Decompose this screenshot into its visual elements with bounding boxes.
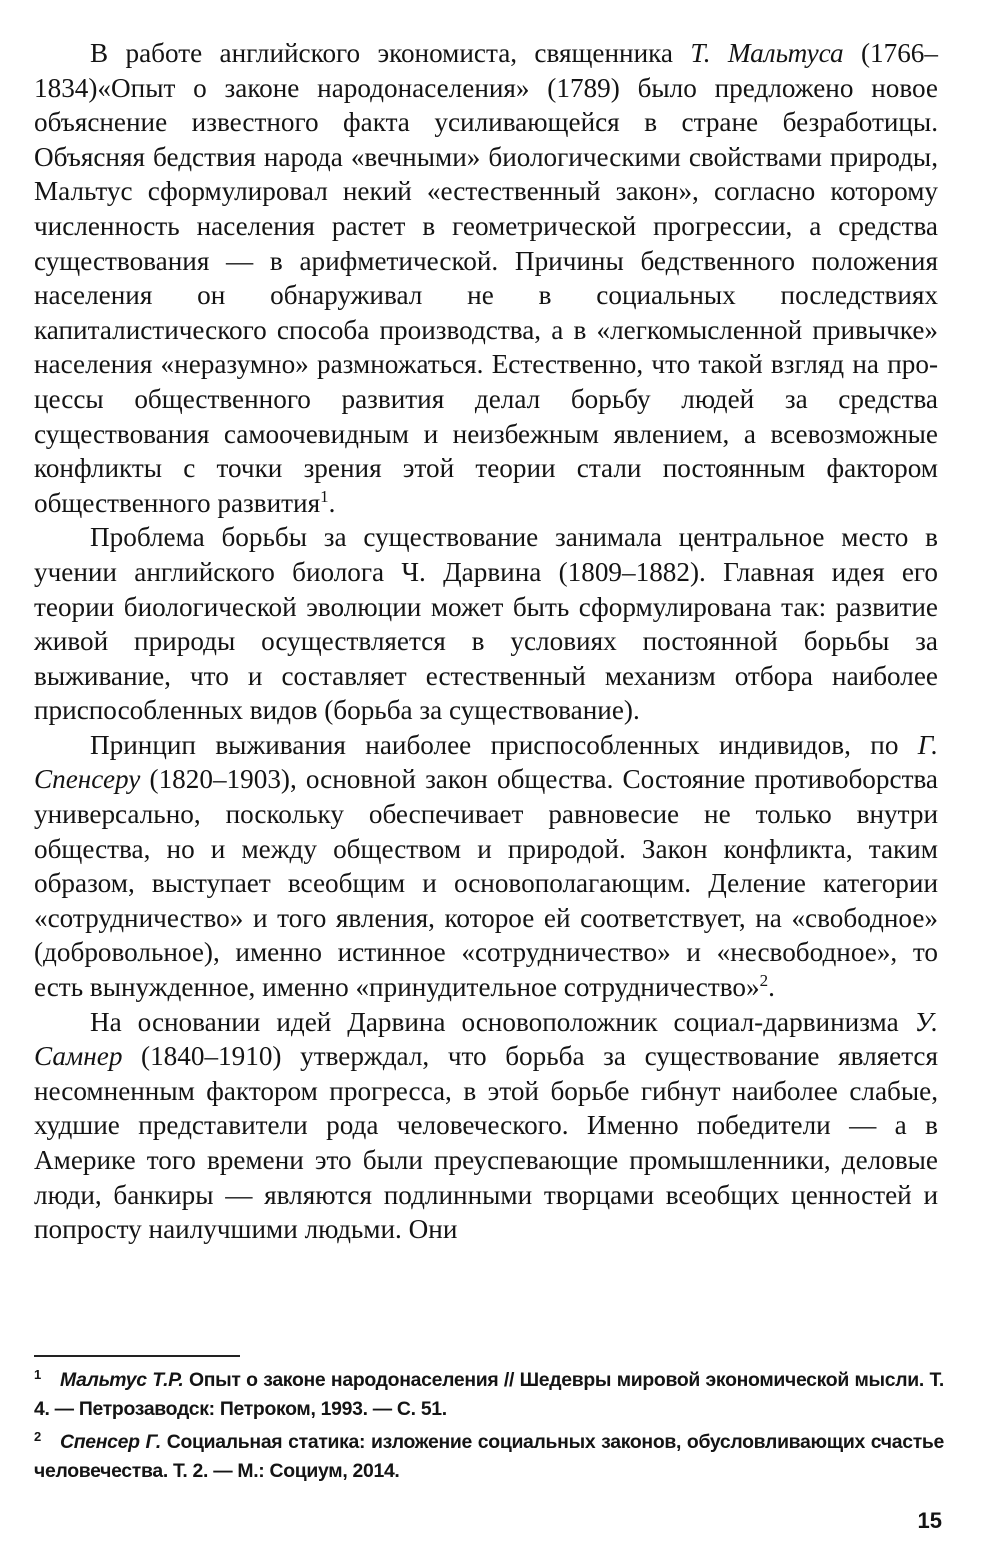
footnote-2: 2 Спенсер Г. Социальная статика: изложение социальных законов, обусловливающих счастье человечества. Т. 2. — М.: Социум, 2014. bbox=[34, 1428, 945, 1482]
text-run: Проблема борьбы за существование занимала центральное место в учении английского биолога Ч. Дарвина (1809–1882). Главная идея его теории биологической эволюции может быть сформулирована так: развитие живой природы осуществляется в условиях постоянной борьбы за выживание, что и составляет естественный механизм отбора наиболее приспособленных видов (борьба за существование). bbox=[34, 522, 938, 726]
text-run: . bbox=[328, 487, 336, 518]
footnote-text: Социальная статика: изложение социальных законов, обусловливающих счастье человечества. Т. 2. — М.: Социум, 2014. bbox=[34, 1431, 945, 1482]
person-name: Г. Спенсеру bbox=[34, 729, 938, 795]
paragraph bbox=[34, 520, 938, 728]
person-name: Т. Мальтуса bbox=[690, 38, 844, 68]
footnote-ref: 1 bbox=[320, 486, 329, 506]
paragraph bbox=[34, 728, 938, 1005]
paragraph bbox=[34, 1005, 938, 1247]
paragraph bbox=[34, 36, 938, 520]
footnote-text: Опыт о законе народонаселения // Шедевры мировой экономической мысли. Т. 4. — Петрозаводск: Петроком, 1993. — С. 51. bbox=[34, 1369, 944, 1420]
footnotes bbox=[34, 1366, 944, 1490]
text-run: На основании идей Дарвина основоположник социал-дарвинизма bbox=[90, 1006, 915, 1037]
footnote-divider bbox=[34, 1355, 240, 1357]
text-run: (1840–1910) утверждал, что борьба за существование является несомненным фактором прогресса, в этой борьбе гибнут наиболее слабые, худшие представители рода человеческого. Именно победители — а в Америке того времени это были преуспевающие промышленники, деловые люди, банкиры — являются подлинными творцами всеобщих ценностей и попросту наилучшими людьми. Они bbox=[34, 1041, 938, 1245]
person-name: У. Самнер bbox=[34, 1006, 938, 1072]
footnote-1: 1 Мальтус Т.Р. Опыт о законе народонаселения // Шедевры мировой экономической мысли. Т. 4. — Петрозаводск: Петроком, 1993. — С. 51. bbox=[34, 1366, 944, 1420]
footnote-author: Спенсер Г. bbox=[60, 1431, 161, 1453]
text-run: (1766–1834)«Опыт о законе народонаселения» (1789) было предложено новое объяснение известного факта усиливающейся в стране безработицы. Объясняя бедствия народа «вечными» биологическими свойствами природы, Мальтус сформулировал некий «естественный закон», согласно которому численность населения растет в геометрической прогрессии, а средства существования — в арифметической. Причины бедственного положения населения он обнаруживал не в социальных последствиях капиталистического способа производства, а в «легкомысленной привычке» населения «неразумно» размножаться. Естественно, что такой взгляд на процессы общественного развития делал борьбу людей за средства существования самоочевидным и неизбежным явлением, а всевозможные конфликты с точки зрения этой теории стали постоянным фактором общественного развития bbox=[34, 38, 938, 518]
text-run: . bbox=[768, 972, 775, 1003]
text-run: В работе английского экономиста, священника bbox=[90, 38, 691, 68]
main-text bbox=[34, 36, 938, 1247]
footnote-author: Мальтус Т.Р. bbox=[60, 1369, 184, 1391]
page-number: 15 bbox=[917, 1508, 942, 1533]
text-run: Принцип выживания наиболее приспособленных индивидов, по bbox=[90, 729, 918, 760]
text-run: (1820–1903), основной закон общества. Состояние противоборства универсально, поскольку обеспечивает равновесие не только внутри общества, но и между обществом и природой. Закон конфликта, таким образом, выступает всеобщим и основополагающим. Деление категории «сотрудничество» и того явления, которое ей соответствует, на «свободное» (добровольное), именно истинное «сотрудничество» и «несвободное», то есть вынужденное, именно «принудительное сотрудничество» bbox=[34, 764, 938, 1003]
footnote-ref: 2 bbox=[759, 970, 769, 990]
